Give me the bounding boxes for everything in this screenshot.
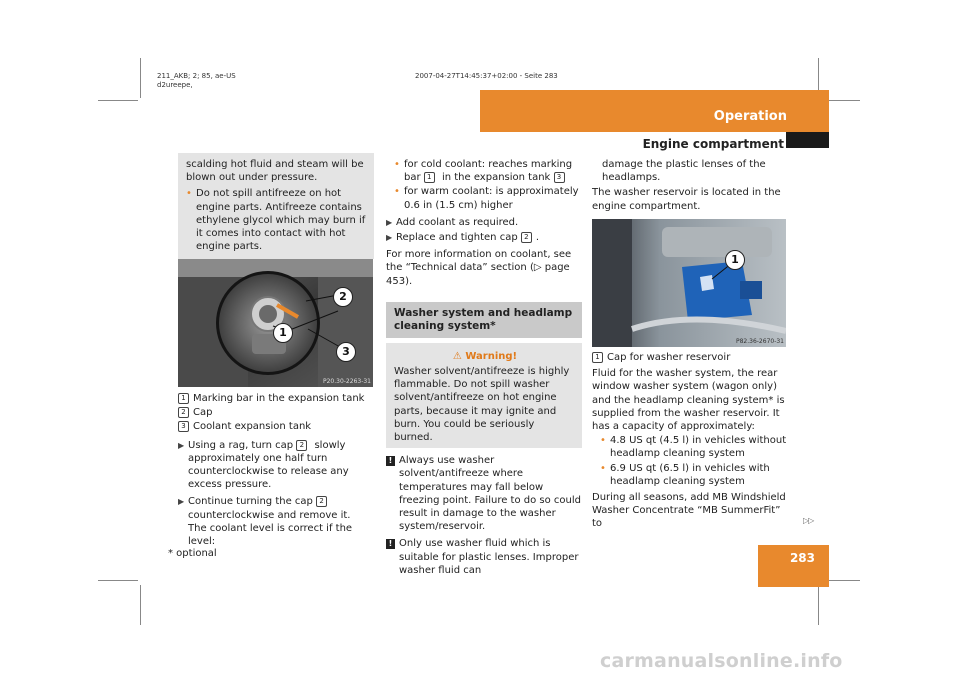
step-item: ▶ Using a rag, turn cap 2 slowly approximately one half turn counterclockwise to release any excess pressure.: [178, 439, 349, 491]
column-3: [592, 158, 792, 217]
capacity-bullet: • 6.9 US qt (6.5 l) in vehicles with headlamp cleaning system: [600, 462, 770, 487]
note-item: ! Only use washer fluid which is suitable for plastic lenses. Improper washer fluid can: [386, 537, 582, 577]
arrow-right-icon: ▶: [178, 497, 185, 507]
arrow-right-icon: ▶: [386, 233, 393, 243]
section-heading-washer: Washer system and headlamp cleaning system*: [386, 302, 582, 338]
exclamation-icon: !: [386, 456, 395, 466]
column-3-body: [592, 351, 792, 535]
legend-item: 3 Coolant expansion tank: [178, 420, 374, 433]
header-bar: [480, 90, 829, 132]
watermark: carmanualsonline.info: [600, 650, 843, 672]
page-number: 283: [789, 551, 815, 565]
bullet-icon: •: [186, 188, 192, 200]
exclamation-icon: !: [386, 539, 395, 549]
warning-cont-text: scalding hot fluid and steam will be blown out under pressure.: [186, 159, 364, 184]
seasons-text: During all seasons, add MB Windshield Washer Concentrate “MB SummerFit” to: [592, 492, 786, 530]
continuation-text: damage the plastic lenses of the headlamps.: [602, 159, 766, 184]
warning-box: [386, 343, 582, 448]
step-item: ▶ Continue turning the cap 2 counterclockwise and remove it.: [178, 496, 351, 521]
step-item: ▶ Add coolant as required.: [386, 216, 519, 228]
level-bullet: • for warm coolant: is approximately 0.6 in (1.5 cm) higher: [394, 186, 579, 211]
callout-3: 3: [336, 342, 356, 362]
engine-photo-illustration: [178, 259, 373, 387]
bullet-icon: •: [600, 462, 606, 474]
legend-item: 2 Cap: [178, 406, 374, 419]
level-bullet: • for cold coolant: reaches marking bar 1 in the expansion tank 3: [394, 159, 573, 184]
header-section: Operation: [713, 109, 787, 124]
capacity-bullet: • 4.8 US qt (4.5 l) in vehicles without headlamp cleaning system: [600, 435, 787, 460]
column-2: [386, 158, 582, 577]
bullet-icon: •: [600, 435, 606, 447]
callout-2: 2: [333, 287, 353, 307]
warning-cont-bullet: • Do not spill antifreeze on hot engine parts. Antifreeze contains ethylene glycol which may burn if it comes into contact with hot engine parts.: [186, 188, 366, 253]
more-info-text: For more information on coolant, see the “Technical data” section (▷ page 453).: [386, 249, 572, 287]
callout-1: 1: [273, 323, 293, 343]
coolant-tank-photo: [178, 259, 373, 387]
footnote: * optional: [168, 548, 217, 559]
crop-mark: [98, 100, 138, 101]
legend-item: 1 Marking bar in the expansion tank: [178, 392, 374, 405]
arrow-right-icon: ▶: [178, 440, 185, 450]
step-item: ▶ Replace and tighten cap 2 .: [386, 232, 540, 244]
reservoir-photo-illustration: [592, 219, 786, 347]
continue-arrow-icon: ▷▷: [803, 516, 814, 525]
column-1-body: [178, 392, 374, 548]
arrow-right-icon: ▶: [386, 217, 393, 227]
fluid-text: Fluid for the washer system, the rear window washer system (wagon only) and the headlamp cleaning system* is supplied from the washer reservoir. It has a capacity of approximately:: [592, 368, 785, 433]
bullet-icon: •: [394, 159, 400, 170]
warning-triangle-icon: ⚠: [452, 350, 462, 362]
legend-item: 1 Cap for washer reservoir: [592, 351, 792, 364]
warning-heading: ⚠ Warning!: [452, 350, 518, 362]
print-meta-line1: 211_AKB; 2; 85, ae-US: [157, 72, 236, 80]
callout-1: 1: [725, 250, 745, 270]
print-meta-left: [157, 72, 236, 90]
crop-mark: [140, 585, 141, 625]
photo-code: P82.36-2670-31: [735, 338, 784, 345]
warning-continuation-box: [178, 153, 374, 259]
print-meta-line2: d2ureepe,: [157, 81, 193, 89]
crop-mark: [98, 580, 138, 581]
crop-mark: [818, 585, 819, 625]
print-meta-timestamp: 2007-04-27T14:45:37+02:00 - Seite 283: [415, 72, 558, 80]
note-item: ! Always use washer solvent/antifreeze where temperatures may fall below freezing point. Failure to do so could result in damage to the washer system/reservoir.: [386, 454, 582, 533]
photo-code: P20.30-2263-31: [322, 378, 371, 385]
washer-reservoir-photo: [592, 219, 786, 347]
column-1: [178, 153, 374, 259]
warning-text: Washer solvent/antifreeze is highly flammable. Do not spill washer solvent/antifreeze on hot engine parts, because it may ignite and burn. You could be seriously burned.: [394, 366, 570, 444]
header-dark-tab: [786, 132, 829, 148]
crop-mark: [140, 58, 141, 98]
page-title: Engine compartment: [642, 137, 784, 151]
bullet-icon: •: [394, 186, 400, 198]
level-intro: The coolant level is correct if the level:: [188, 522, 353, 548]
location-text: The washer reservoir is located in the engine compartment.: [592, 187, 781, 212]
page-number-box: [758, 545, 829, 587]
